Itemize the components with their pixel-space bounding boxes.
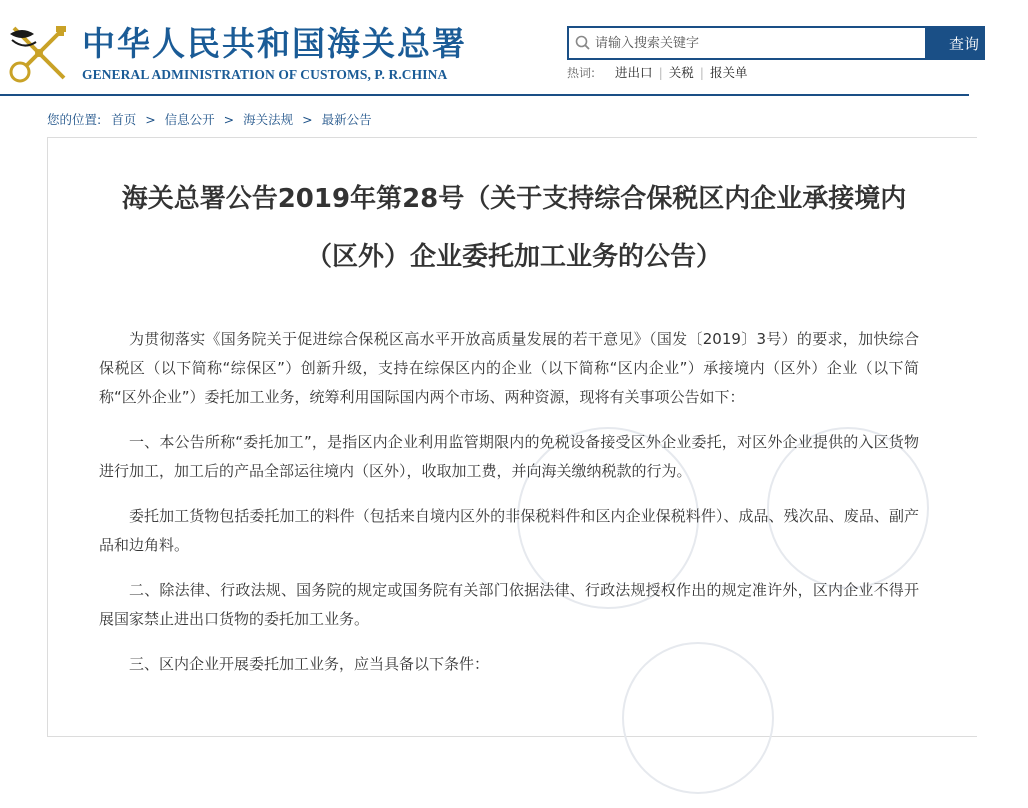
- site-name-en[interactable]: GENERAL ADMINISTRATION OF CUSTOMS, P. R.CHINA: [82, 67, 448, 82]
- article-panel: [47, 137, 977, 737]
- hot-word-declaration[interactable]: 报关单: [710, 65, 748, 80]
- article-paragraph: 委托加工货物包括委托加工的料件（包括来自境内区外的非保税料件和区内企业保税料件）、成品、残次品、废品、副产品和边角料。: [99, 507, 919, 554]
- hot-word-import-export[interactable]: 进出口: [615, 65, 653, 80]
- article-paragraph: 三、区内企业开展委托加工业务，应当具备以下条件：: [129, 655, 490, 673]
- search-button[interactable]: 查询: [925, 26, 985, 60]
- breadcrumb-info-public[interactable]: 信息公开: [164, 112, 215, 127]
- hot-words-label: 热词:: [567, 65, 596, 80]
- article-paragraph: 二、除法律、行政法规、国务院的规定或国务院有关部门依据法律、行政法规授权作出的规定准许外，区内企业不得开展国家禁止进出口货物的委托加工业务。: [99, 581, 919, 628]
- article-paragraph: 一、本公告所称“委托加工”，是指区内企业利用监管期限内的免税设备接受区外企业委托，对区外企业提供的入区货物进行加工，加工后的产品全部运往境内（区外），收取加工费，并向海关缴纳税款的行为。: [99, 433, 919, 480]
- search-input[interactable]: [593, 28, 925, 58]
- site-header: [0, 0, 980, 96]
- site-name-cn[interactable]: 中华人民共和国海关总署: [82, 24, 467, 63]
- hot-word-divider: |: [658, 64, 663, 80]
- article-paragraph: 为贯彻落实《国务院关于促进综合保税区高水平开放高质量发展的若干意见》（国发〔2019〕3号）的要求，加快综合保税区（以下简称“综保区”）创新升级，支持在综保区内的企业（以下简称“区内企业”）承接境内（区外）企业（以下简称“区外企业”）委托加工业务，统筹利用国际国内两个市场、两种资源，现将有关事项公告如下：: [99, 330, 919, 406]
- article-title: 海关总署公告2019年第28号（关于支持综合保税区内企业承接境内（区外）企业委托加工业务的公告）: [121, 184, 907, 272]
- breadcrumb-customs-regulations[interactable]: 海关法规: [243, 112, 294, 127]
- breadcrumb-separator: >: [145, 112, 156, 127]
- search-icon: [573, 33, 593, 53]
- hot-word-divider: |: [699, 64, 705, 80]
- breadcrumb-separator: >: [302, 112, 313, 127]
- article-body: [99, 325, 919, 695]
- hot-words: [567, 63, 754, 81]
- breadcrumb-separator: >: [223, 112, 235, 127]
- breadcrumb-prefix: 您的位置:: [47, 112, 102, 127]
- breadcrumb: [47, 110, 372, 128]
- breadcrumb-home[interactable]: 首页: [111, 112, 137, 127]
- customs-emblem-icon[interactable]: [6, 20, 72, 86]
- search-box: [567, 26, 927, 60]
- breadcrumb-latest-announcements[interactable]: 最新公告: [321, 112, 372, 127]
- hot-word-tariff[interactable]: 关税: [668, 65, 694, 80]
